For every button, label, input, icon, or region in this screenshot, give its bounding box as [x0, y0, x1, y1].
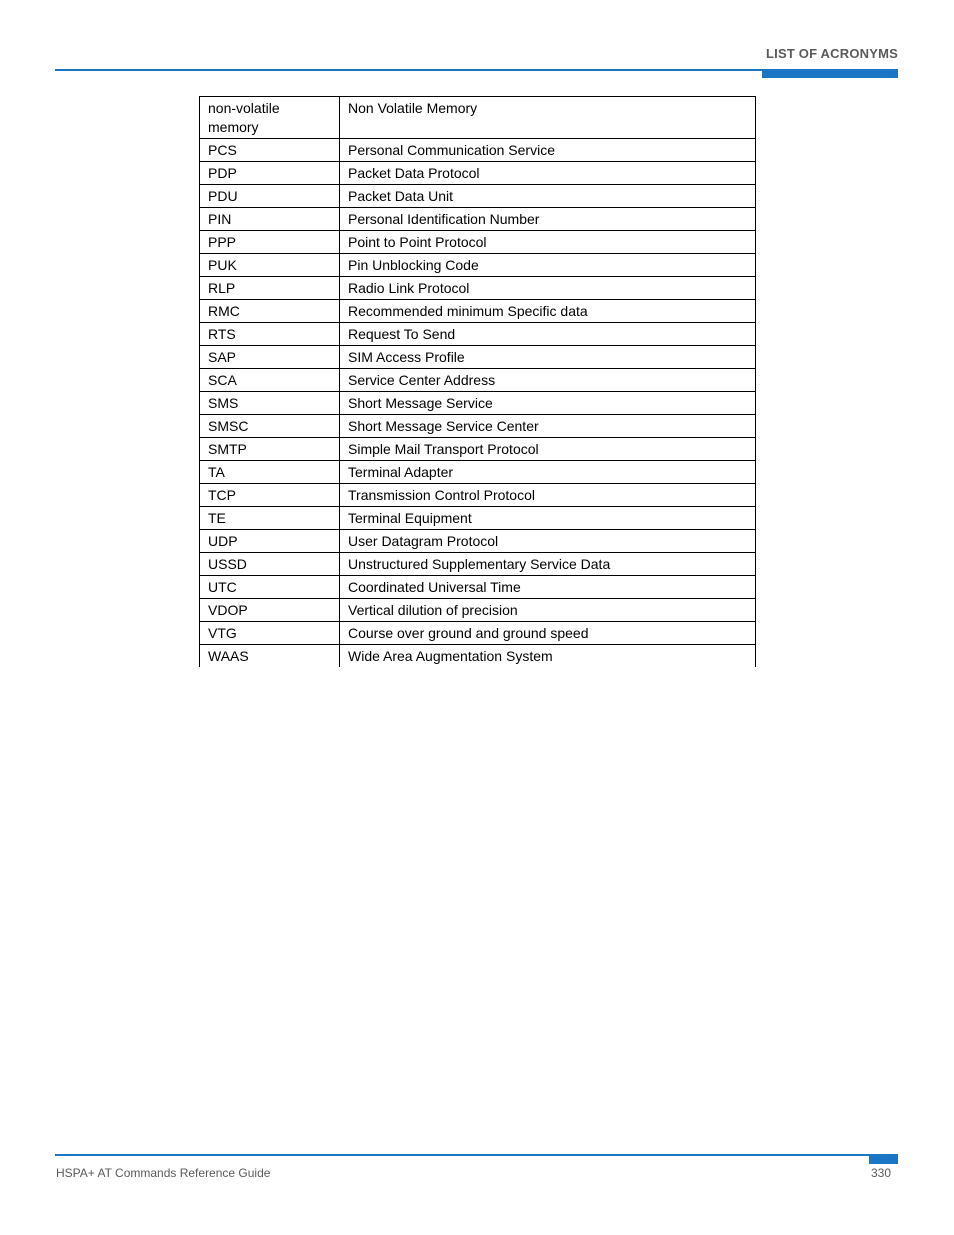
- table-row: [200, 461, 756, 484]
- acronym-cell: VDOP: [200, 599, 340, 622]
- meaning-cell: Course over ground and ground speed: [340, 622, 756, 645]
- table-row: [200, 346, 756, 369]
- table-row: [200, 392, 756, 415]
- acronym-cell: RTS: [200, 323, 340, 346]
- acronym-cell: UTC: [200, 576, 340, 599]
- table-row: [200, 553, 756, 576]
- table-row: [200, 277, 756, 300]
- table-row: [200, 576, 756, 599]
- footer-document-title: HSPA+ AT Commands Reference Guide: [56, 1166, 271, 1180]
- acronym-cell: TE: [200, 507, 340, 530]
- table-row: [200, 162, 756, 185]
- meaning-cell: Request To Send: [340, 323, 756, 346]
- acronym-cell: TA: [200, 461, 340, 484]
- acronym-cell: PIN: [200, 208, 340, 231]
- footer-page-number: 330: [870, 1166, 891, 1180]
- table-row: [200, 484, 756, 507]
- acronym-cell: SCA: [200, 369, 340, 392]
- table-row: [200, 208, 756, 231]
- acronym-cell: SMTP: [200, 438, 340, 461]
- meaning-cell: Packet Data Protocol: [340, 162, 756, 185]
- table-row: [200, 599, 756, 622]
- acronym-cell: PDP: [200, 162, 340, 185]
- table-row: [200, 645, 756, 668]
- meaning-cell: Simple Mail Transport Protocol: [340, 438, 756, 461]
- acronym-cell: RLP: [200, 277, 340, 300]
- acronym-cell: VTG: [200, 622, 340, 645]
- table-row: [200, 231, 756, 254]
- acronym-table: [199, 96, 756, 667]
- acronym-cell: PCS: [200, 139, 340, 162]
- table-row: [200, 507, 756, 530]
- meaning-cell: SIM Access Profile: [340, 346, 756, 369]
- table-row: [200, 622, 756, 645]
- meaning-cell: Packet Data Unit: [340, 185, 756, 208]
- acronym-cell: TCP: [200, 484, 340, 507]
- table-row: [200, 185, 756, 208]
- acronym-cell: PPP: [200, 231, 340, 254]
- table-row: [200, 254, 756, 277]
- acronym-cell: USSD: [200, 553, 340, 576]
- table-row: [200, 323, 756, 346]
- meaning-cell: Wide Area Augmentation System: [340, 645, 756, 668]
- meaning-cell: Short Message Service Center: [340, 415, 756, 438]
- table-row: [200, 300, 756, 323]
- meaning-cell: User Datagram Protocol: [340, 530, 756, 553]
- header-accent-tab: [762, 71, 898, 78]
- meaning-cell: Terminal Equipment: [340, 507, 756, 530]
- meaning-cell: Coordinated Universal Time: [340, 576, 756, 599]
- acronym-cell: RMC: [200, 300, 340, 323]
- meaning-cell: Non Volatile Memory: [340, 97, 756, 139]
- meaning-cell: Service Center Address: [340, 369, 756, 392]
- table-row: [200, 438, 756, 461]
- footer-rule: [55, 1154, 898, 1156]
- meaning-cell: Short Message Service: [340, 392, 756, 415]
- table-row: [200, 369, 756, 392]
- meaning-cell: Vertical dilution of precision: [340, 599, 756, 622]
- meaning-cell: Pin Unblocking Code: [340, 254, 756, 277]
- table-row: [200, 97, 756, 139]
- table-row: [200, 415, 756, 438]
- acronym-cell: SMSC: [200, 415, 340, 438]
- table-row: [200, 530, 756, 553]
- acronym-cell: PDU: [200, 185, 340, 208]
- meaning-cell: Radio Link Protocol: [340, 277, 756, 300]
- meaning-cell: Personal Identification Number: [340, 208, 756, 231]
- meaning-cell: Recommended minimum Specific data: [340, 300, 756, 323]
- meaning-cell: Transmission Control Protocol: [340, 484, 756, 507]
- acronym-cell: SMS: [200, 392, 340, 415]
- meaning-cell: Point to Point Protocol: [340, 231, 756, 254]
- meaning-cell: Terminal Adapter: [340, 461, 756, 484]
- table-row: [200, 139, 756, 162]
- acronym-cell: PUK: [200, 254, 340, 277]
- page-header-title: LIST OF ACRONYMS: [766, 46, 898, 61]
- acronym-cell: non-volatile memory: [200, 97, 340, 139]
- acronym-cell: WAAS: [200, 645, 340, 668]
- meaning-cell: Unstructured Supplementary Service Data: [340, 553, 756, 576]
- meaning-cell: Personal Communication Service: [340, 139, 756, 162]
- acronym-cell: UDP: [200, 530, 340, 553]
- acronym-cell: SAP: [200, 346, 340, 369]
